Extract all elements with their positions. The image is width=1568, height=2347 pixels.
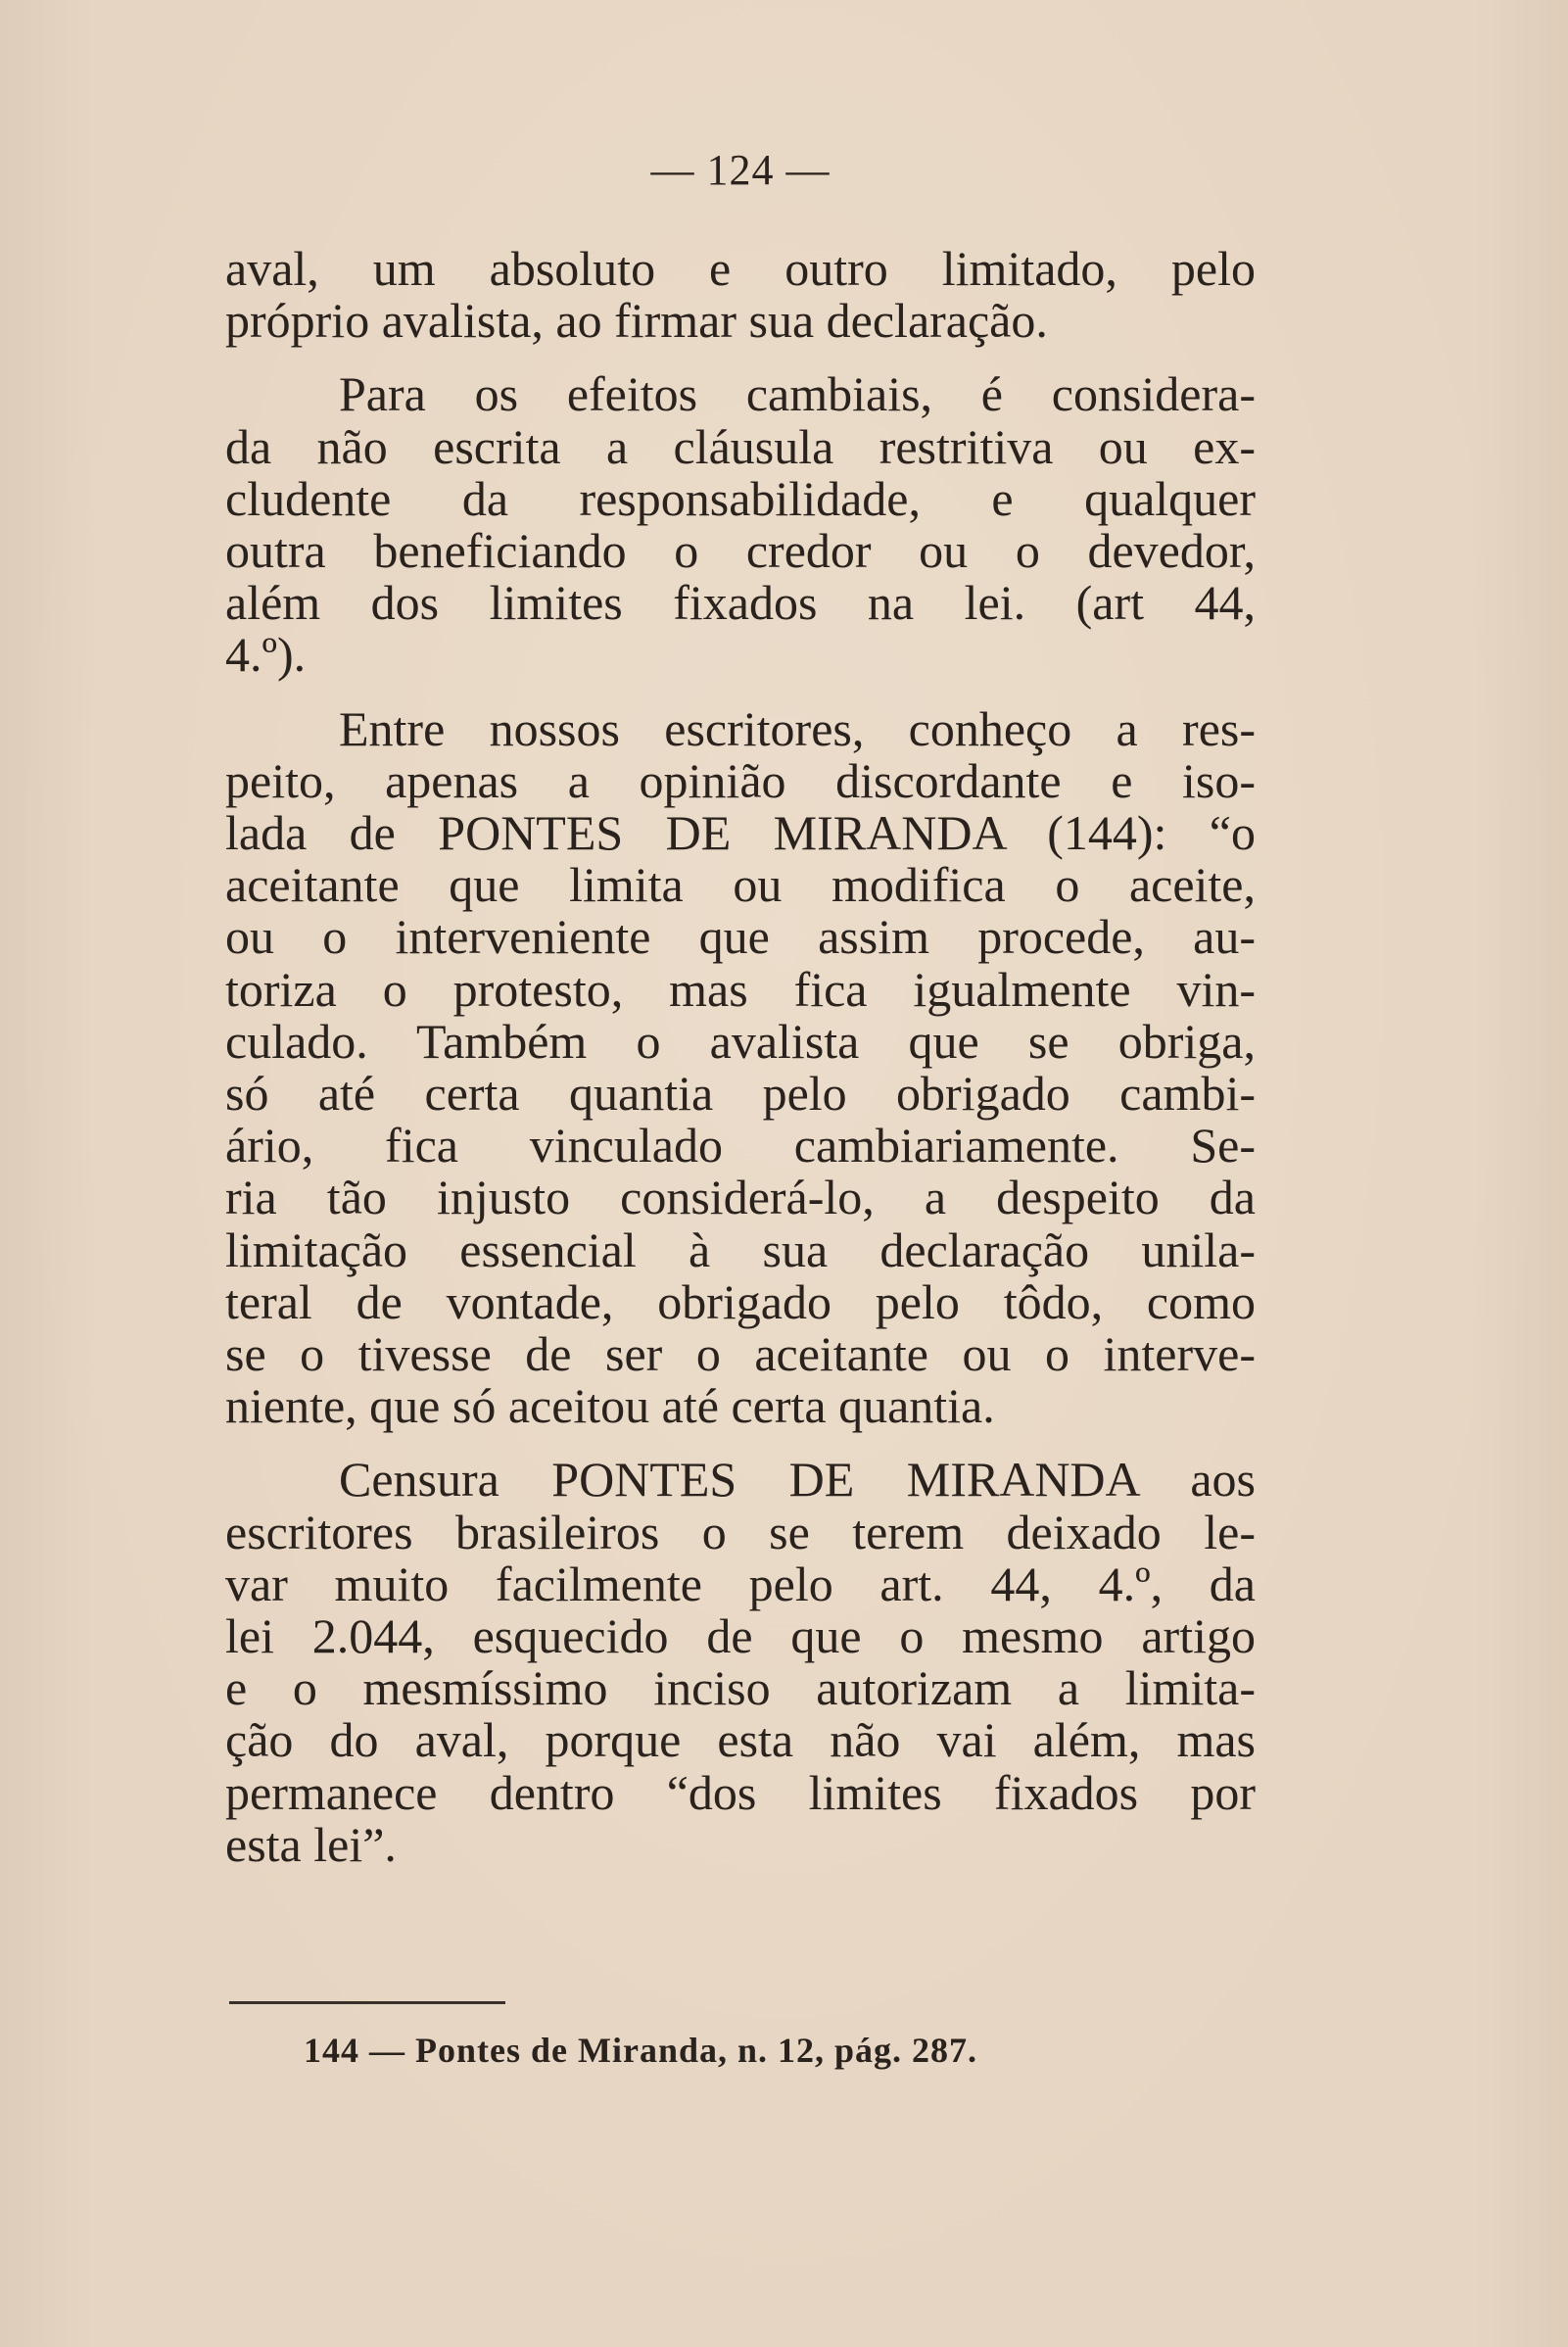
paragraph <box>225 368 1256 681</box>
text-line: além dos limites fixados na lei. (art 44, <box>225 575 1256 631</box>
text-line: da não escrita a cláusula restritiva ou ex- <box>225 418 1256 474</box>
text-line: só até certa quantia pelo obrigado cambi- <box>225 1066 1256 1122</box>
text-line: cludente da responsabilidade, e qualquer <box>225 470 1256 526</box>
footnote: 144 — Pontes de Miranda, n. 12, pág. 287. <box>304 2031 978 2070</box>
text-line: outra beneficiando o credor ou o devedor, <box>225 523 1256 579</box>
text-line: lei 2.044, esquecido de que o mesmo artigo <box>225 1608 1256 1664</box>
text-line: aceitante que limita ou modifica o aceite, <box>225 857 1256 913</box>
body-text <box>225 243 1256 1892</box>
text-line: ção do aval, porque esta não vai além, mas <box>225 1712 1256 1768</box>
text-line: peito, apenas a opinião discordante e iso- <box>225 752 1256 808</box>
text-line: e o mesmíssimo inciso autorizam a limita- <box>225 1660 1256 1716</box>
text-line: toriza o protesto, mas fica igualmente vin- <box>225 961 1256 1017</box>
text-line: limitação essencial à sua declaração unila- <box>225 1221 1256 1277</box>
text-line: ria tão injusto considerá-lo, a despeito da <box>225 1170 1256 1225</box>
text-line: Entre nossos escritores, conheço a res- <box>339 700 1256 756</box>
text-line: lada de PONTES DE MIRANDA (144): “o <box>225 805 1256 861</box>
text-line: escritores brasileiros o se terem deixado le- <box>225 1504 1256 1559</box>
text-line: 4.º). <box>225 627 307 683</box>
text-line: esta lei”. <box>225 1816 397 1872</box>
text-line: teral de vontade, obrigado pelo tôdo, como <box>225 1273 1256 1329</box>
text-line: ou o interveniente que assim procede, au- <box>225 909 1256 965</box>
text-line: niente, que só aceitou até certa quantia. <box>225 1378 995 1434</box>
text-line: Para os efeitos cambiais, é considera- <box>339 366 1256 422</box>
paragraph <box>225 243 1256 347</box>
text-line: Censura PONTES DE MIRANDA aos <box>339 1452 1256 1508</box>
text-line: culado. Também o avalista que se obriga, <box>225 1013 1256 1069</box>
text-line: var muito facilmente pelo art. 44, 4.º, da <box>225 1556 1256 1611</box>
text-line: próprio avalista, ao firmar sua declaração. <box>225 293 1048 349</box>
paragraph <box>225 1454 1256 1871</box>
text-line: se o tivesse de ser o aceitante ou o interve- <box>225 1326 1256 1382</box>
text-line: aval, um absoluto e outro limitado, pelo <box>225 241 1256 296</box>
page-number: — 124 — <box>650 146 831 194</box>
paragraph <box>225 700 1256 1434</box>
text-line: ário, fica vinculado cambiariamente. Se- <box>225 1118 1256 1174</box>
footnote-divider <box>229 2001 505 2004</box>
text-line: permanece dentro “dos limites fixados por <box>225 1764 1256 1820</box>
